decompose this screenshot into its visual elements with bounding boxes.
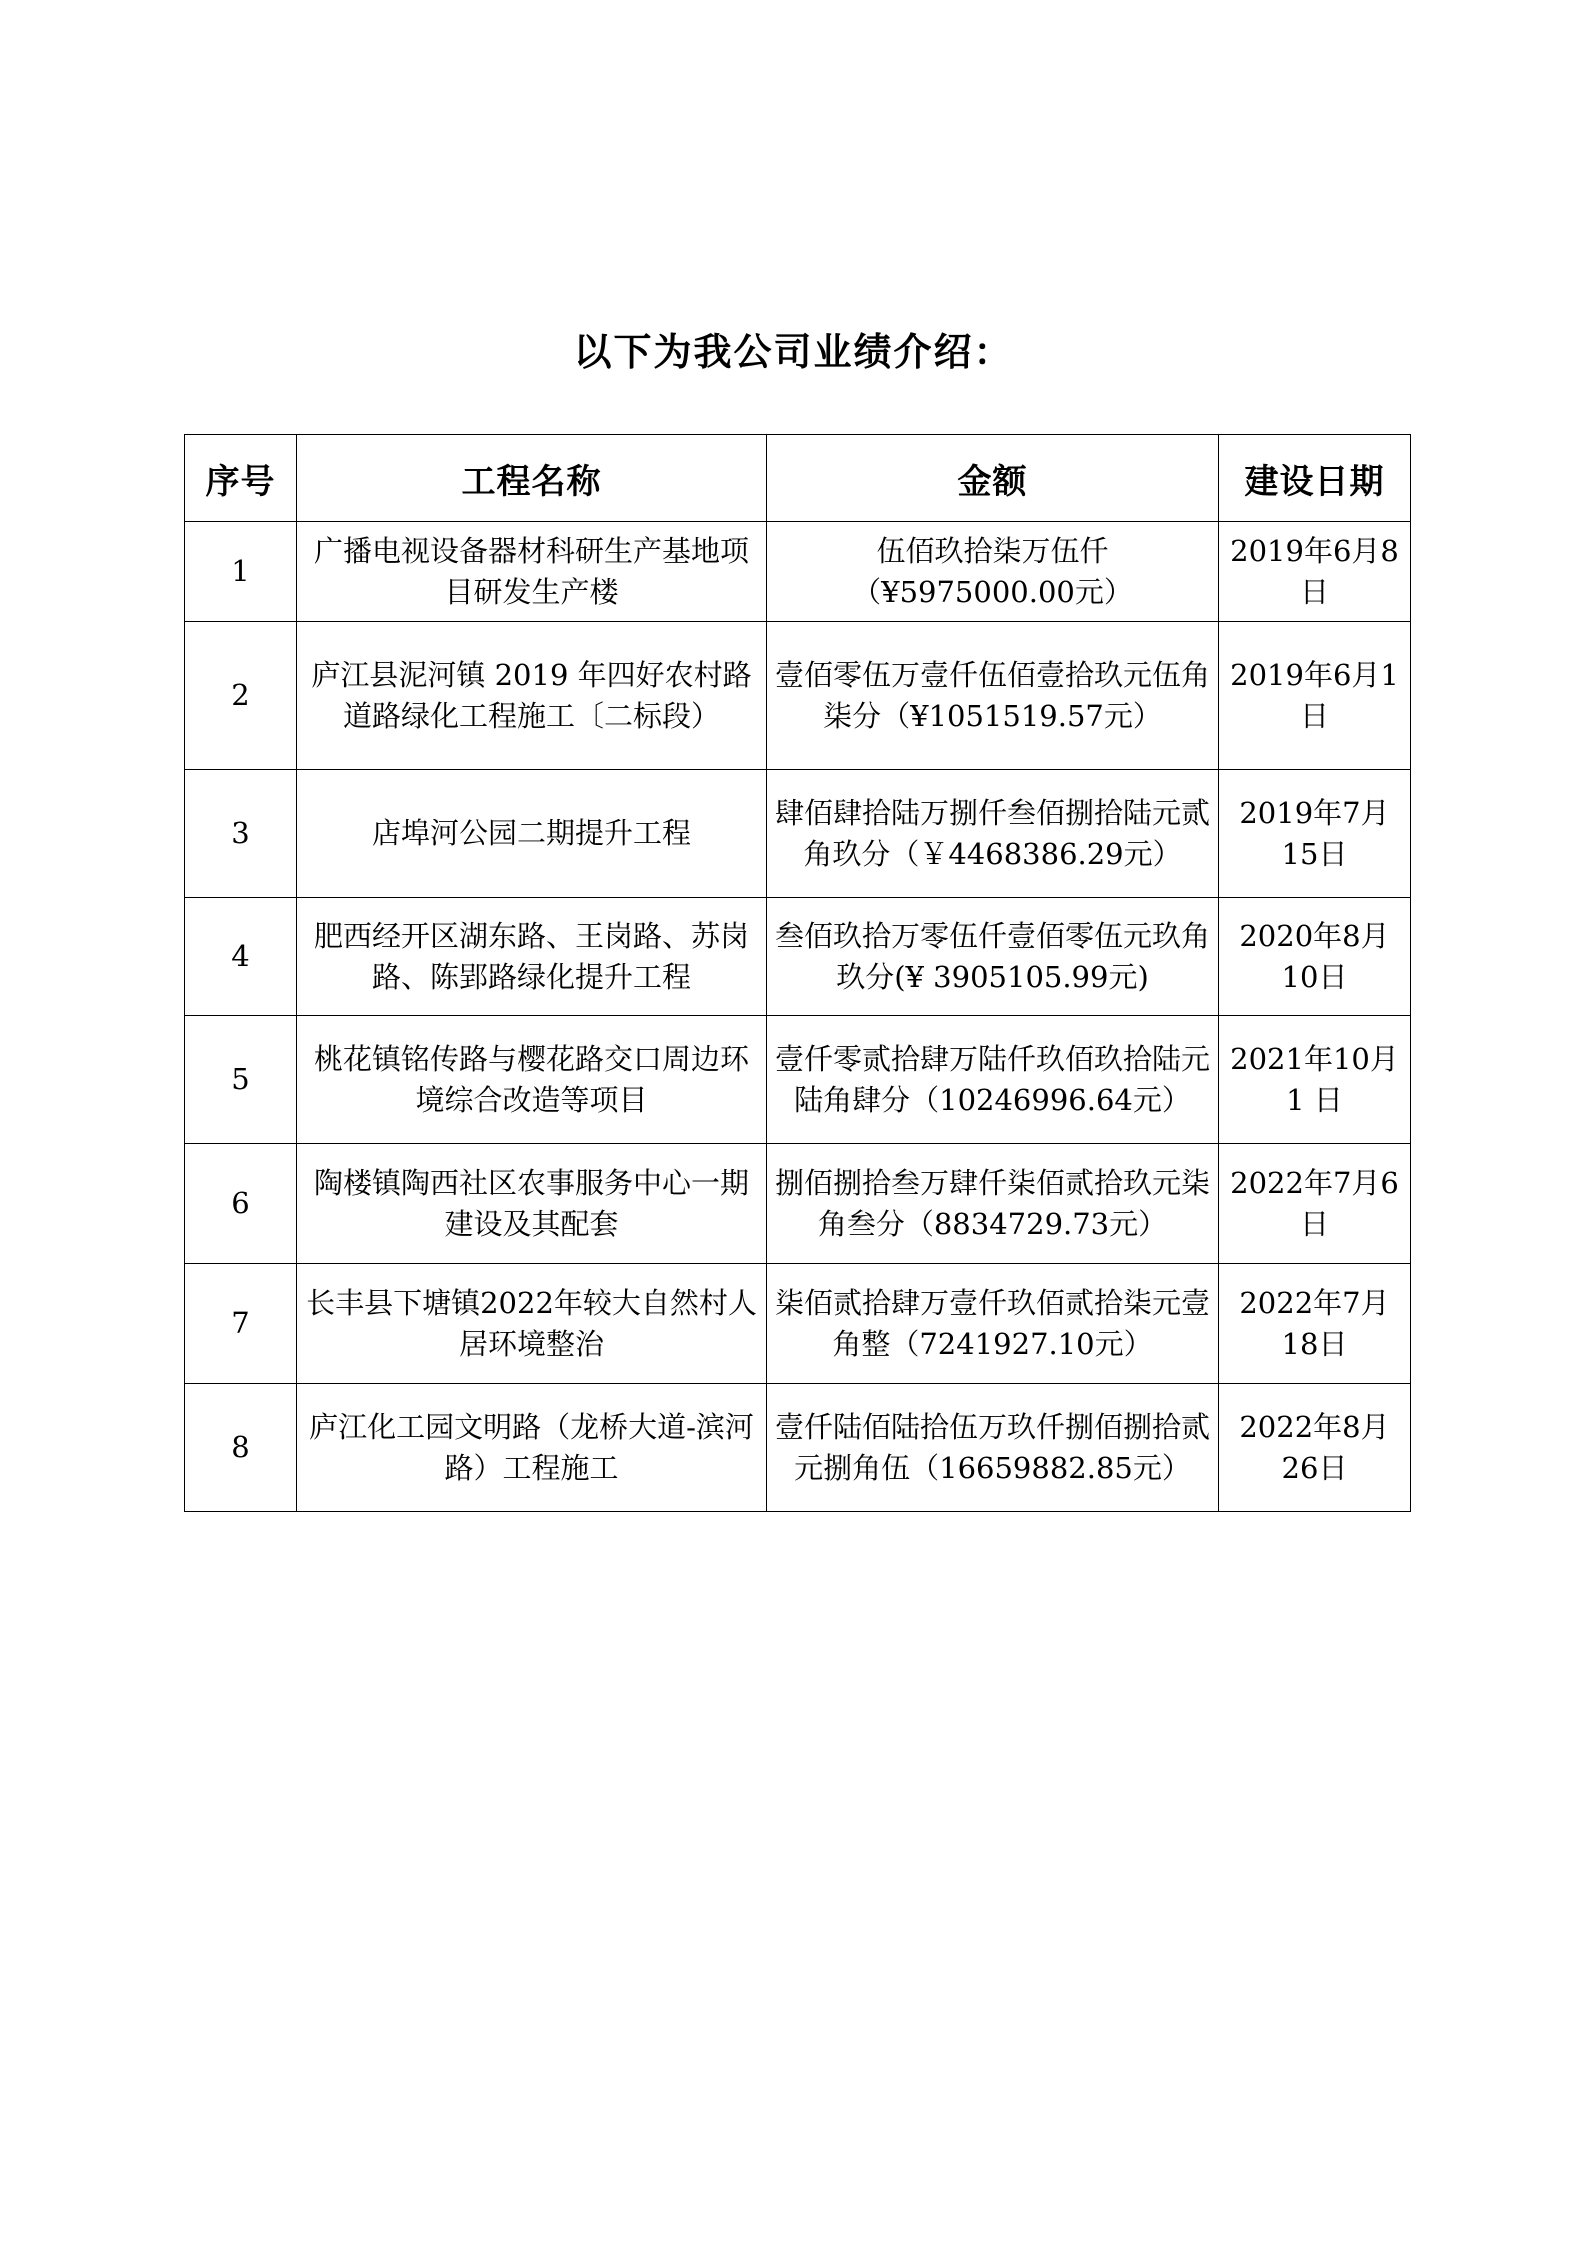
cell-name: 店埠河公园二期提升工程 — [297, 770, 767, 898]
header-date: 建设日期 — [1219, 435, 1411, 522]
cell-date: 2022年8月26日 — [1219, 1384, 1411, 1512]
table-row — [185, 770, 1411, 898]
cell-seq: 3 — [185, 770, 297, 898]
cell-name: 桃花镇铭传路与樱花路交口周边环境综合改造等项目 — [297, 1016, 767, 1144]
header-name: 工程名称 — [297, 435, 767, 522]
cell-date: 2019年6月1日 — [1219, 622, 1411, 770]
cell-date: 2021年10月1 日 — [1219, 1016, 1411, 1144]
table-row — [185, 522, 1411, 622]
cell-date: 2022年7月18日 — [1219, 1264, 1411, 1384]
table-row — [185, 1264, 1411, 1384]
cell-amount: 壹佰零伍万壹仟伍佰壹拾玖元伍角柒分（¥1051519.57元） — [767, 622, 1219, 770]
cell-name: 陶楼镇陶西社区农事服务中心一期建设及其配套 — [297, 1144, 767, 1264]
cell-amount: 肆佰肆拾陆万捌仟叁佰捌拾陆元贰角玖分（￥4468386.29元） — [767, 770, 1219, 898]
cell-amount: 壹仟陆佰陆拾伍万玖仟捌佰捌拾贰元捌角伍（16659882.85元） — [767, 1384, 1219, 1512]
cell-amount: 壹仟零贰拾肆万陆仟玖佰玖拾陆元陆角肆分（10246996.64元） — [767, 1016, 1219, 1144]
cell-amount: 柒佰贰拾肆万壹仟玖佰贰拾柒元壹角整（7241927.10元） — [767, 1264, 1219, 1384]
table-header-row — [185, 435, 1411, 522]
cell-seq: 7 — [185, 1264, 297, 1384]
cell-name: 长丰县下塘镇2022年较大自然村人居环境整治 — [297, 1264, 767, 1384]
table-row — [185, 1144, 1411, 1264]
cell-date: 2019年7月15日 — [1219, 770, 1411, 898]
cell-seq: 2 — [185, 622, 297, 770]
header-seq: 序号 — [185, 435, 297, 522]
cell-date: 2022年7月6日 — [1219, 1144, 1411, 1264]
cell-date: 2020年8月10日 — [1219, 898, 1411, 1016]
cell-amount: 捌佰捌拾叁万肆仟柒佰贰拾玖元柒角叁分（8834729.73元） — [767, 1144, 1219, 1264]
header-amount: 金额 — [767, 435, 1219, 522]
table-row — [185, 1016, 1411, 1144]
performance-table — [184, 434, 1411, 1512]
cell-seq: 8 — [185, 1384, 297, 1512]
cell-seq: 5 — [185, 1016, 297, 1144]
table-row — [185, 1384, 1411, 1512]
cell-name: 广播电视设备器材科研生产基地项目研发生产楼 — [297, 522, 767, 622]
cell-seq: 6 — [185, 1144, 297, 1264]
cell-amount: 伍佰玖拾柒万伍仟（¥5975000.00元） — [767, 522, 1219, 622]
cell-date: 2019年6月8日 — [1219, 522, 1411, 622]
page-title: 以下为我公司业绩介绍： — [573, 330, 1014, 374]
cell-amount: 叁佰玖拾万零伍仟壹佰零伍元玖角玖分(¥ 3905105.99元) — [767, 898, 1219, 1016]
cell-seq: 4 — [185, 898, 297, 1016]
cell-name: 庐江化工园文明路（龙桥大道-滨河路）工程施工 — [297, 1384, 767, 1512]
cell-name: 肥西经开区湖东路、王岗路、苏岗路、陈郢路绿化提升工程 — [297, 898, 767, 1016]
table-row — [185, 622, 1411, 770]
table-row — [185, 898, 1411, 1016]
cell-seq: 1 — [185, 522, 297, 622]
cell-name: 庐江县泥河镇 2019 年四好农村路道路绿化工程施工〔二标段） — [297, 622, 767, 770]
